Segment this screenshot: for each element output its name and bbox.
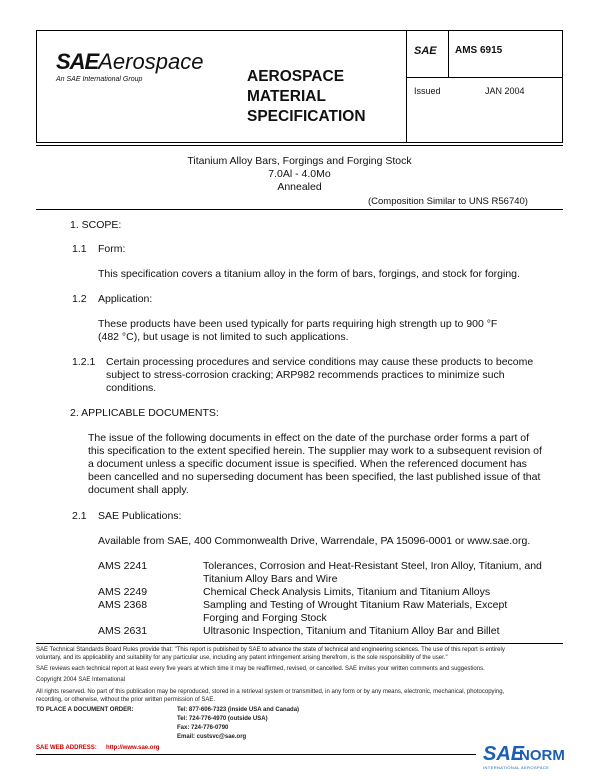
divider	[36, 209, 563, 210]
ams-number: AMS 6915	[455, 45, 503, 56]
section-number: 2.1	[72, 510, 87, 522]
ref-id: AMS 2631	[98, 625, 148, 637]
section-heading: 1. SCOPE:	[70, 219, 122, 231]
ref-title: Chemical Check Analysis Limits, Titanium and Titanium Alloys	[203, 586, 491, 598]
ref-id: AMS 2241	[98, 560, 148, 572]
footer-text: SAE reviews each technical report at least every five years at which time it may be reaffirmed, revised, or cancelled. SAE invites your written comments and suggestions.	[36, 666, 485, 672]
issued-date: JAN 2004	[485, 86, 525, 96]
paragraph: subject to stress-corrosion cracking; ARP982 recommends practices to minimize such	[106, 369, 505, 381]
ref-title: Sampling and Testing of Wrought Titanium Raw Materials, Except	[203, 599, 508, 611]
paragraph: This specification covers a titanium alloy in the form of bars, forgings, and stock for forging.	[98, 268, 520, 280]
paragraph: a document unless a specific document issue is specified. When the referenced document has	[88, 458, 527, 470]
footer-text: SAE Technical Standards Board Rules provide that: "This report is published by SAE to advance the state of technical and engineering sciences. The use of this report is entirely	[36, 647, 505, 653]
order-email[interactable]: Email: custsvc@sae.org	[177, 734, 247, 740]
spec-title: Titanium Alloy Bars, Forgings and Forging Stock	[187, 155, 412, 167]
doc-type-title: AEROSPACE MATERIAL SPECIFICATION	[247, 68, 366, 125]
divider	[406, 31, 407, 142]
paragraph: The issue of the following documents in effect on the date of the purchase order forms a part of	[88, 432, 530, 444]
sae-aerospace-logo: SAEAerospace	[56, 49, 204, 74]
paragraph: been cancelled and no superseding document has been specified, the last published issue of that	[88, 471, 541, 483]
paragraph: Certain processing procedures and service conditions may cause these products to become	[106, 356, 534, 368]
logo-subtitle: An SAE International Group	[56, 76, 143, 83]
ref-id: AMS 2249	[98, 586, 148, 598]
sae-norm-logo: SAE NORM INTERNATIONAL AEROSPACE	[483, 743, 565, 770]
web-address-link[interactable]: http://www.sae.org	[106, 745, 160, 751]
spec-header	[36, 30, 563, 143]
footer-text: Copyright 2004 SAE International	[36, 677, 126, 683]
footer-text: voluntary, and its applicability and suitability for any particular use, including any patent infringement arising therefrom, is the sole responsibility of the user."	[36, 655, 448, 661]
spec-alloy: 7.0Al - 4.0Mo	[268, 168, 331, 180]
divider	[36, 754, 476, 755]
paragraph: These products have been used typically for parts requiring high strength up to 900 °F	[98, 318, 498, 330]
issued-label: Issued	[414, 86, 441, 96]
ref-id: AMS 2368	[98, 599, 148, 611]
order-label: TO PLACE A DOCUMENT ORDER:	[36, 707, 134, 713]
divider	[36, 643, 563, 644]
paragraph: (482 °C), but usage is not limited to such applications.	[98, 331, 349, 343]
section-heading: SAE Publications:	[98, 510, 182, 522]
composition-note: (Composition Similar to UNS R56740)	[368, 196, 528, 207]
order-phone: Tel: 877-606-7323 (inside USA and Canada)	[177, 707, 300, 713]
sae-mark: SAE	[414, 45, 437, 57]
footer-text: All rights reserved. No part of this publication may be reproduced, stored in a retrieval system or transmitted, in any form or by any means, electronic, mechanical, photocopying,	[36, 689, 505, 695]
spec-condition: Annealed	[277, 181, 322, 193]
ref-title: Ultrasonic Inspection, Titanium and Titanium Alloy Bar and Billet	[203, 625, 500, 637]
paragraph: this specification to the extent specified herein. The supplier may work to a subsequent revision of	[88, 445, 542, 457]
section-number: 1.2.1	[72, 356, 96, 368]
divider	[36, 145, 563, 146]
footer-text: recording, or otherwise, without the prior written permission of SAE.	[36, 697, 216, 703]
order-fax: Fax: 724-776-0790	[177, 725, 229, 731]
ref-title: Tolerances, Corrosion and Heat-Resistant Steel, Iron Alloy, Titanium, and	[203, 560, 542, 572]
section-heading: Application:	[98, 293, 153, 305]
ref-title: Forging and Forging Stock	[203, 612, 327, 624]
divider	[448, 31, 449, 77]
section-number: 1.2	[72, 293, 87, 305]
order-phone: Tel: 724-776-4970 (outside USA)	[177, 716, 268, 722]
web-address-label: SAE WEB ADDRESS:	[36, 745, 97, 751]
paragraph: conditions.	[106, 382, 157, 394]
ref-title: Titanium Alloy Bars and Wire	[203, 573, 338, 585]
section-heading: 2. APPLICABLE DOCUMENTS:	[70, 407, 219, 419]
paragraph: document shall apply.	[88, 484, 189, 496]
divider	[406, 77, 563, 78]
paragraph: Available from SAE, 400 Commonwealth Drive, Warrendale, PA 15096-0001 or www.sae.org.	[98, 535, 531, 547]
section-heading: Form:	[98, 243, 126, 255]
section-number: 1.1	[72, 243, 87, 255]
